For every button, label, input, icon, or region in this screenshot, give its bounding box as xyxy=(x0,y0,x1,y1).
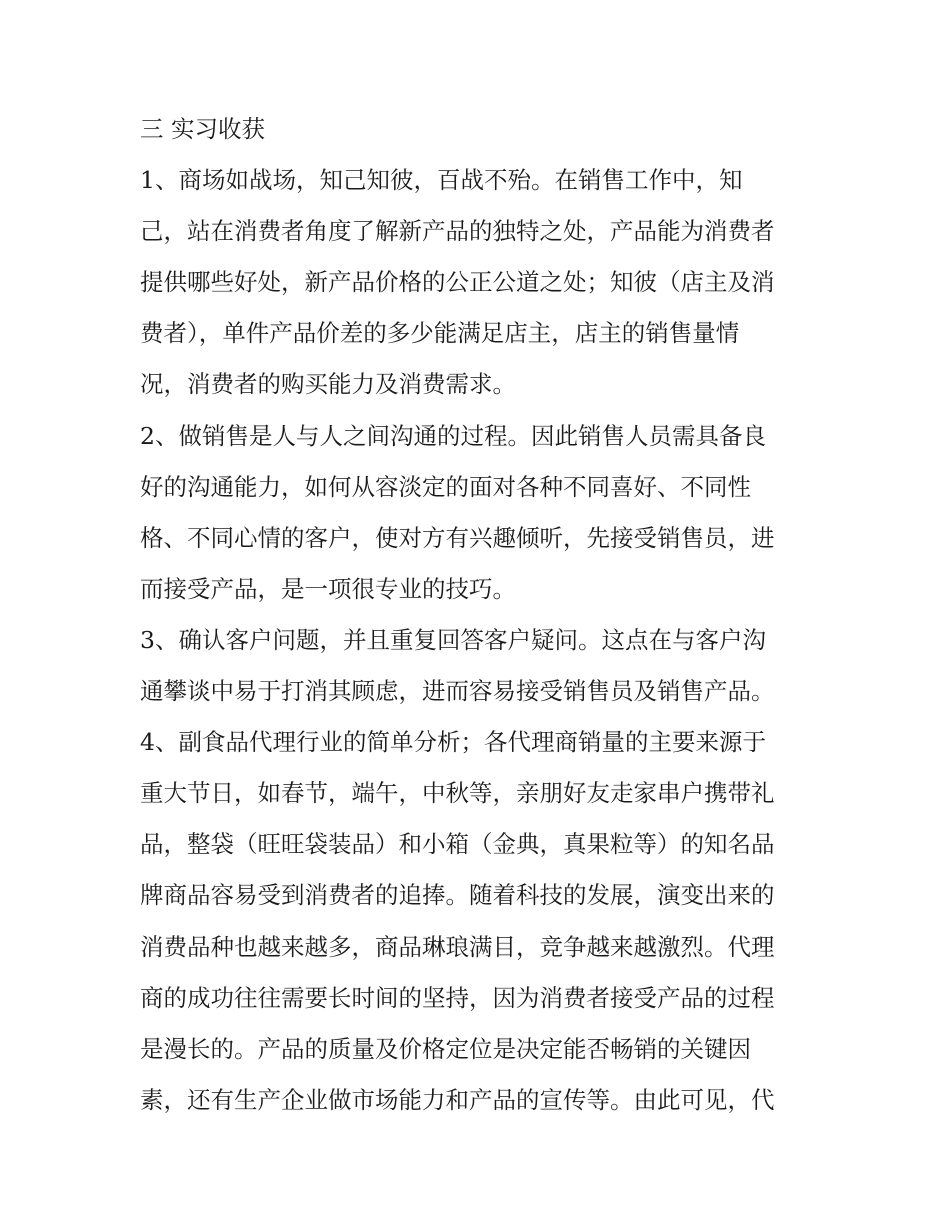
text-line: 2、做销售是人与人之间沟通的过程。因此销售人员需具备良 xyxy=(140,421,766,450)
section-heading: 三 实习收获 xyxy=(140,115,265,143)
text-line: 通攀谈中易于打消其顾虑，进而容易接受销售员及销售产品。 xyxy=(140,677,775,706)
text-line: 是漫长的。产品的质量及价格定位是决定能否畅销的关键因 xyxy=(140,1034,751,1063)
text-line: 3、确认客户问题，并且重复回答客户疑问。这点在与客户沟 xyxy=(140,625,766,654)
text-line: 重大节日，如春节，端午，中秋等，亲朋好友走家串户携带礼 xyxy=(140,779,775,808)
text-line: 消费品种也越来越多，商品琳琅满目，竞争越来越激烈。代理 xyxy=(140,932,775,961)
text-line: 况，消费者的购买能力及消费需求。 xyxy=(140,370,516,399)
text-line: 商的成功往往需要长时间的坚持，因为消费者接受产品的过程 xyxy=(140,983,775,1012)
text-line: 提供哪些好处，新产品价格的公正公道之处；知彼（店主及消 xyxy=(140,268,775,297)
text-line: 好的沟通能力，如何从容淡定的面对各种不同喜好、不同性 xyxy=(140,472,751,501)
document-body xyxy=(140,112,812,1134)
text-line: 品，整袋（旺旺袋装品）和小箱（金典，真果粒等）的知名品 xyxy=(140,830,775,859)
text-line: 1、商场如战场，知己知彼，百战不殆。在销售工作中，知 xyxy=(140,166,743,195)
text-line: 牌商品容易受到消费者的追捧。随着科技的发展，演变出来的 xyxy=(140,881,775,910)
text-line: 格、不同心情的客户，使对方有兴趣倾听，先接受销售员，进 xyxy=(140,523,775,552)
text-line: 而接受产品，是一项很专业的技巧。 xyxy=(140,574,516,603)
text-line: 己，站在消费者角度了解新产品的独特之处，产品能为消费者 xyxy=(140,217,775,246)
text-line: 4、副食品代理行业的简单分析；各代理商销量的主要来源于 xyxy=(140,728,766,757)
text-line: 素，还有生产企业做市场能力和产品的宣传等。由此可见，代 xyxy=(140,1085,775,1114)
text-line: 费者），单件产品价差的多少能满足店主，店主的销售量情 xyxy=(140,319,740,348)
